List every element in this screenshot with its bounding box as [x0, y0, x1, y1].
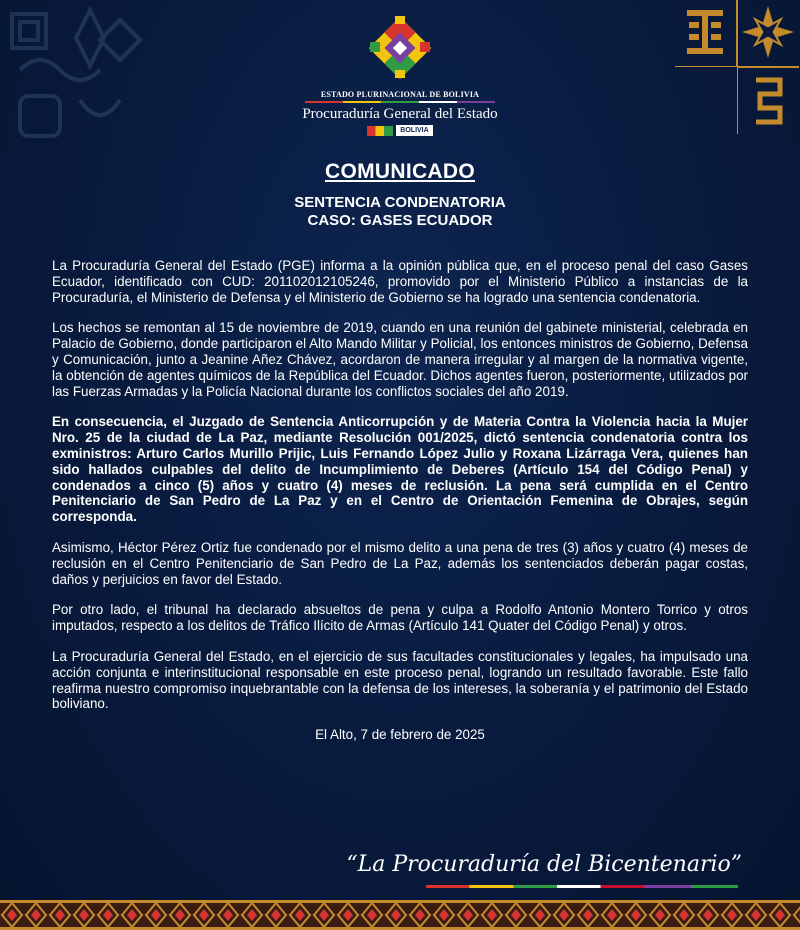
paragraph-4: Asimismo, Héctor Pérez Ortiz fue condenado por el mismo delito a una pena de tres (3) años y cuatro (4) meses de reclusión en el Centro Penitenciario de San Pedro de La Paz, además los sentenciados deberán pagar costas, daños y perjuicios en favor del Estado. [52, 539, 748, 587]
page-title: COMUNICADO [325, 160, 475, 183]
dateline: El Alto, 7 de febrero de 2025 [315, 727, 485, 743]
signature-color-rule [426, 885, 738, 888]
signature-slogan: “La Procuraduría del Bicentenario” [346, 852, 742, 877]
paragraph-2: Los hechos se remontan al 15 de noviembre de 2019, cuando en una reunión del gabinete ministerial, celebrada en Palacio de Gobierno, donde participaron el Alto Mando Militar y Policial, los entonces ministros de Gobierno, Defensa y Comunicación, junto a Jeanine Añez Chávez, acordaron de manera irregular y al margen de la normativa vigente, la obtención de agentes químicos de la República del Ecuador. Dichos agentes fueron, posteriormente, utilizados por las Fuerzas Armadas y la Policía Nacional durante los conflictos sociales del año 2019. [52, 320, 748, 399]
flag-stripes-icon [367, 126, 393, 136]
org-top-label: ESTADO PLURINACIONAL DE BOLIVIA [320, 90, 480, 99]
subtitle-line-2: CASO: GASES ECUADOR [307, 212, 493, 229]
paragraph-5: Por otro lado, el tribunal ha declarado absueltos de pena y culpa a Rodolfo Antonio Montero Torrico y otros imputados, respecto a los delitos de Tráfico Ilícito de Armas (Artículo 141 Quater del Código Penal) y otros. [52, 602, 748, 634]
subtitle-line-1: SENTENCIA CONDENATORIA [294, 194, 506, 211]
paragraph-3: En consecuencia, el Juzgado de Sentencia Anticorrupción y de Materia Contra la Violencia hacia la Mujer Nro. 25 de la ciudad de La Paz, mediante Resolución 001/2025, dictó sentencia condenatoria contra los exministros: Arturo Carlos Murillo Prijic, Luis Fernando López Julio y Roxana Lizárraga Vera, quienes han sido hallados culpables del delito de Incumplimiento de Deberes (Artículo 154 del Código Penal) y condenados a cinco (5) años y cuatro (4) meses de reclusión. La pena será cumplida en el Centro Penitenciario de San Pedro de La Paz y en el Centro de Orientación Femenina de Obrajes, según corresponda. [52, 414, 748, 525]
org-color-rule [305, 101, 495, 103]
paragraph-6: La Procuraduría General del Estado, en el ejercicio de sus facultades constitucionales y legales, ha impulsado una acción conjunta e interinstitucional responsable en este proceso penal, logrando un resultado favorable. Este fallo reafirma nuestro compromiso inquebrantable con la defensa de los intereses, la soberanía y el patrimonio del Estado boliviano. [52, 648, 748, 712]
heading-block [0, 160, 800, 230]
header-logo [0, 12, 800, 141]
paragraph-1: La Procuraduría General del Estado (PGE) informa a la opinión pública que, en el proceso penal del caso Gases Ecuador, identificado con CUD: 201102012105246, promovido por el Ministerio Público a instancias de la Procuraduría, el Ministerio de Defensa y el Ministerio de Gobierno se ha logrado una sentencia condenatoria. [52, 258, 748, 305]
bolivia-badge [367, 125, 432, 136]
badge-text: BOLIVIA [396, 125, 432, 136]
subtitle [0, 194, 800, 230]
bottom-woven-border [0, 900, 800, 930]
body-text [52, 258, 748, 743]
org-name: Procuraduría General del Estado [302, 106, 498, 122]
pge-emblem-icon [364, 12, 436, 82]
